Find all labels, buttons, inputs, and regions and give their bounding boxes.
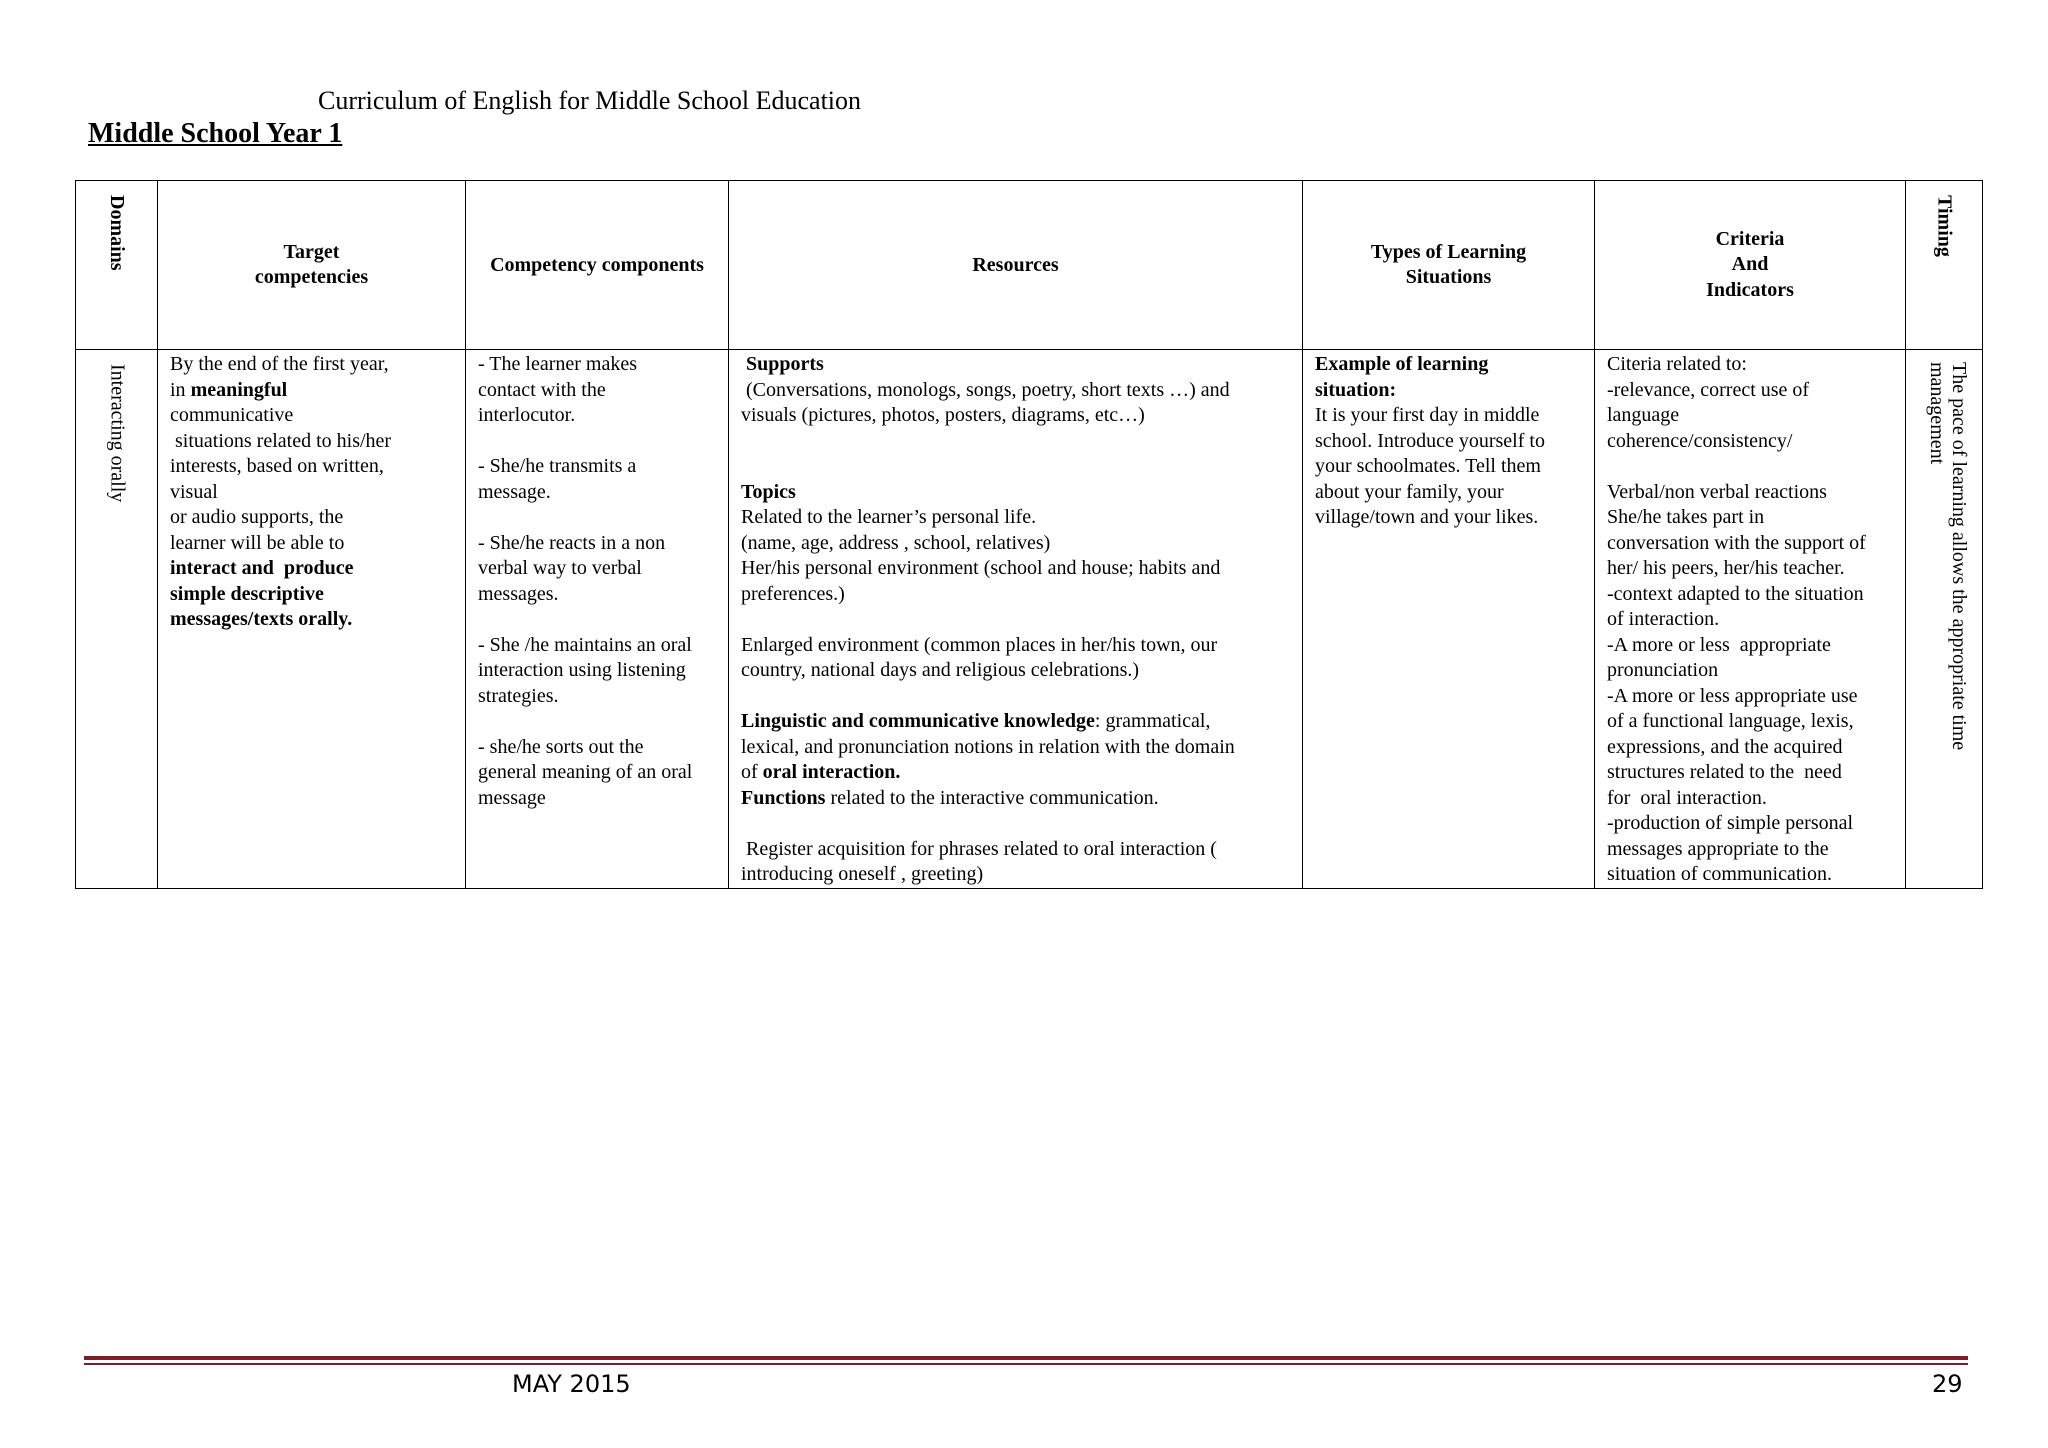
header-components-label: Competency components <box>490 253 704 276</box>
situation-line: school. Introduce yourself to <box>1315 429 1545 452</box>
domain-label: Interacting orally <box>106 364 129 503</box>
situation-line: your schoolmates. Tell them <box>1315 455 1541 477</box>
resources-line: Register acquisition for phrases related to oral interaction ( <box>741 837 1217 860</box>
component-line: - She/he reacts in a non <box>478 531 666 554</box>
header-types-line-2: Situations <box>1405 266 1492 288</box>
component-line: - She/he transmits a <box>478 455 637 477</box>
table-header-row <box>76 181 1983 350</box>
situation-heading: Example of learning <box>1315 353 1489 375</box>
target-line: simple descriptive <box>170 582 324 605</box>
header-competency-components <box>466 181 729 350</box>
header-criteria-line-3: Indicators <box>1706 278 1794 301</box>
curriculum-table <box>75 180 1983 889</box>
header-target-competencies <box>158 181 466 350</box>
target-line: By the end of the first year, <box>170 353 389 375</box>
header-target-line-1: Target <box>283 240 340 263</box>
spacer <box>741 607 1290 633</box>
resources-line: visuals (pictures, photos, posters, diagrams, etc…) <box>741 404 1145 426</box>
criteria-line: Verbal/non verbal reactions <box>1607 480 1827 503</box>
criteria-line: -A more or less appropriate use <box>1607 684 1858 707</box>
target-line: learner will be able to <box>170 531 345 554</box>
resources-text: : grammatical, <box>1094 710 1211 732</box>
timing-text: The pace of learning allows the appropriate time management <box>1926 362 1970 751</box>
criteria-line: She/he takes part in <box>1607 506 1765 528</box>
criteria-line: coherence/consistency/ <box>1607 429 1793 452</box>
cell-target-competencies <box>158 350 466 889</box>
document-title: Curriculum of English for Middle School Education <box>318 86 862 115</box>
footer-rule <box>84 1356 1968 1360</box>
resources-line: preferences.) <box>741 582 845 605</box>
header-criteria-line-1: Criteria <box>1715 227 1785 250</box>
footer-rule-thin <box>84 1363 1968 1365</box>
spacer <box>741 811 1290 837</box>
spacer <box>478 429 716 455</box>
header-target-line-2: competencies <box>254 266 369 288</box>
resources-functions-heading: Functions <box>741 786 826 809</box>
cell-learning-situations <box>1303 350 1595 889</box>
criteria-line: -relevance, correct use of <box>1607 378 1810 401</box>
target-bold-text: meaningful <box>190 378 288 401</box>
resources-line: country, national days and religious celebrations.) <box>741 659 1140 681</box>
resources-line: (name, age, address , school, relatives) <box>741 531 1051 554</box>
criteria-line: language <box>1607 404 1680 426</box>
criteria-line: her/ his peers, her/his teacher. <box>1607 557 1845 579</box>
target-line: interests, based on written, <box>170 455 384 477</box>
criteria-line: -production of simple personal <box>1607 812 1854 834</box>
spacer <box>741 429 1290 455</box>
criteria-line: of a functional language, lexis, <box>1607 710 1854 732</box>
criteria-line: conversation with the support of <box>1607 531 1866 554</box>
component-line: message <box>478 786 546 809</box>
section-title: Middle School Year 1 <box>88 118 343 149</box>
component-line: interlocutor. <box>478 404 576 426</box>
criteria-line: -context adapted to the situation <box>1607 582 1864 605</box>
resources-line <box>741 786 1290 812</box>
component-line: contact with the <box>478 378 606 401</box>
target-line: situations related to his/her <box>170 429 392 452</box>
resources-text: of <box>741 761 763 783</box>
criteria-line: messages appropriate to the <box>1607 837 1829 860</box>
target-line <box>170 378 453 404</box>
spacer <box>478 505 716 531</box>
resources-line: Her/his personal environment (school and house; habits and <box>741 557 1221 579</box>
header-timing <box>1906 181 1983 350</box>
header-types-of-learning-situations <box>1303 181 1595 350</box>
target-line: visual <box>170 480 218 503</box>
resources-line: lexical, and pronunciation notions in relation with the domain <box>741 735 1235 758</box>
component-line: message. <box>478 480 551 503</box>
spacer <box>478 607 716 633</box>
component-line: messages. <box>478 582 559 605</box>
spacer <box>478 709 716 735</box>
criteria-line: pronunciation <box>1607 659 1719 681</box>
header-criteria-line-2: And <box>1731 253 1769 276</box>
header-resources <box>729 181 1303 350</box>
target-line: or audio supports, the <box>170 506 344 528</box>
situation-line: about your family, your <box>1315 480 1504 503</box>
component-line: verbal way to verbal <box>478 557 642 579</box>
resources-topics-heading: Topics <box>741 480 796 503</box>
component-line: interaction using listening <box>478 659 686 681</box>
resources-text: related to the interactive communication. <box>825 786 1159 809</box>
situation-line: village/town and your likes. <box>1315 506 1539 528</box>
cell-resources <box>729 350 1303 889</box>
component-line: strategies. <box>478 684 559 707</box>
situation-line: It is your first day in middle <box>1315 404 1540 426</box>
spacer <box>1607 454 1893 480</box>
page-number: 29 <box>1932 1370 1963 1398</box>
resources-linguistic-heading: Linguistic and communicative knowledge <box>741 710 1095 732</box>
criteria-line: Citeria related to: <box>1607 353 1747 375</box>
header-criteria-and-indicators <box>1595 181 1906 350</box>
target-text: in <box>170 378 191 401</box>
header-types-line-1: Types of Learning <box>1370 240 1527 263</box>
resources-line: Enlarged environment (common places in her/his town, our <box>741 633 1218 656</box>
resources-line: (Conversations, monologs, songs, poetry, short texts …) and <box>741 378 1230 401</box>
table-row <box>76 350 1983 889</box>
header-resources-label: Resources <box>972 253 1059 276</box>
resources-line: introducing oneself , greeting) <box>741 863 984 885</box>
component-line: - she/he sorts out the <box>478 735 644 758</box>
cell-criteria-indicators <box>1595 350 1906 889</box>
resources-line <box>741 760 1290 786</box>
component-line: - The learner makes <box>478 353 637 375</box>
target-line: interact and produce <box>170 557 354 579</box>
header-domains <box>76 181 158 350</box>
resources-line <box>741 709 1290 735</box>
header-timing-label: Timing <box>1933 195 1956 257</box>
footer-date: MAY 2015 <box>512 1370 631 1398</box>
criteria-line: for oral interaction. <box>1607 786 1767 809</box>
criteria-line: expressions, and the acquired <box>1607 735 1843 758</box>
situation-heading: situation: <box>1315 378 1397 401</box>
target-line: communicative <box>170 404 294 426</box>
criteria-line: situation of communication. <box>1607 863 1832 885</box>
header-domains-label: Domains <box>106 195 128 271</box>
cell-timing <box>1906 350 1983 889</box>
resources-bold-text: oral interaction. <box>762 761 901 783</box>
resources-supports-heading: Supports <box>741 353 824 375</box>
spacer <box>741 454 1290 480</box>
spacer <box>741 684 1290 710</box>
component-line: - She /he maintains an oral <box>478 633 692 656</box>
criteria-line: of interaction. <box>1607 608 1720 630</box>
cell-domain <box>76 350 158 889</box>
resources-line: Related to the learner’s personal life. <box>741 506 1037 528</box>
target-line: messages/texts orally. <box>170 608 353 630</box>
criteria-line: structures related to the need <box>1607 761 1842 783</box>
component-line: general meaning of an oral <box>478 761 693 783</box>
cell-competency-components <box>466 350 729 889</box>
criteria-line: -A more or less appropriate <box>1607 633 1831 656</box>
